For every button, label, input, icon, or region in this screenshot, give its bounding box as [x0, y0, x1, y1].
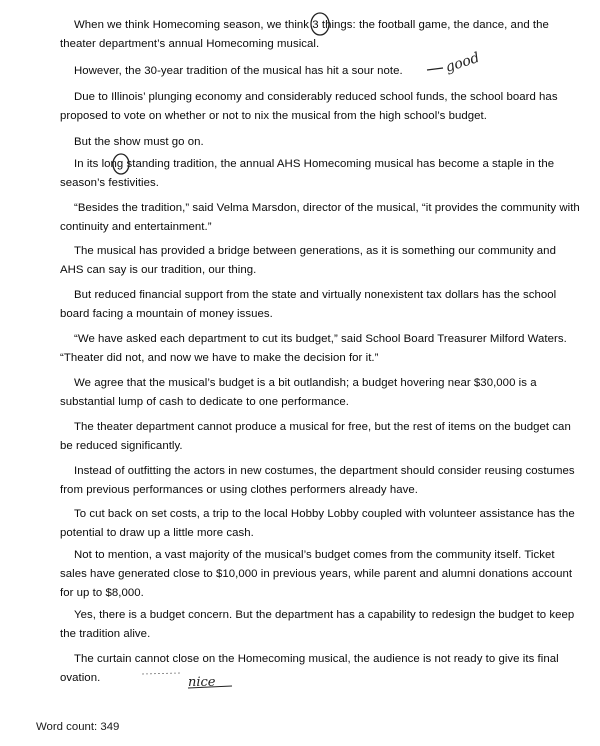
paragraph-4: But the show must go on. — [74, 136, 204, 148]
paragraph-13: To cut back on set costs, a trip to the local Hobby Lobby coupled with volunteer assistance has the potential to draw up a little more cash. — [60, 508, 575, 539]
paragraph-1: When we think Homecoming season, we think 3 things: the football game, the dance, and the theater department’s annual Homecoming musical. — [60, 19, 549, 50]
paragraph-10: We agree that the musical’s budget is a bit outlandish; a budget hovering near $30,000 is a substantial lump of cash to dedicate to one performance. — [60, 377, 537, 408]
paragraph-2: However, the 30-year tradition of the musical has hit a sour note. — [74, 65, 403, 77]
paragraph-14: Not to mention, a vast majority of the musical’s budget comes from the community itself. Ticket sales have generated close to $10,000 in previous years, while parent and alumni donations account for up to $8,000. — [60, 549, 573, 599]
handwritten-good-text: good — [443, 49, 482, 76]
paragraph-7: The musical has provided a bridge between generations, as it is something our community and AHS can say is our tradition, our thing. — [60, 245, 556, 276]
paragraph-9: “We have asked each department to cut its budget,” said School Board Treasurer Milford Waters. “Theater did not, and now we have to make the decision for it.” — [60, 333, 567, 364]
paragraph-12: Instead of outfitting the actors in new costumes, the department should consider reusing costumes from previous performances or using clothes performers already have. — [60, 465, 575, 496]
paragraph-8: But reduced financial support from the state and virtually nonexistent tax dollars has the school board facing a mountain of money issues. — [60, 289, 557, 320]
word-count: Word count: 349 — [36, 721, 120, 733]
paragraph-6: “Besides the tradition,” said Velma Marsdon, director of the musical, “it provides the community with continuity and entertainment.” — [60, 202, 580, 233]
paragraph-3: Due to Illinois’ plunging economy and considerably reduced school funds, the school board has proposed to vote on whether or not to nix the musical from the high school’s budget. — [60, 91, 558, 122]
paragraph-5: In its long standing tradition, the annual AHS Homecoming musical has become a staple in the season’s festivities. — [60, 158, 555, 189]
paragraph-16: The curtain cannot close on the Homecoming musical, the audience is not ready to give its final ovation. — [60, 653, 559, 684]
handwritten-nice-text: nice — [188, 675, 216, 690]
paragraph-15: Yes, there is a budget concern. But the department has a capability to redesign the budget to keep the tradition alive. — [60, 609, 575, 640]
paragraph-11: The theater department cannot produce a musical for free, but the rest of items on the budget can be reduced significantly. — [60, 421, 571, 452]
